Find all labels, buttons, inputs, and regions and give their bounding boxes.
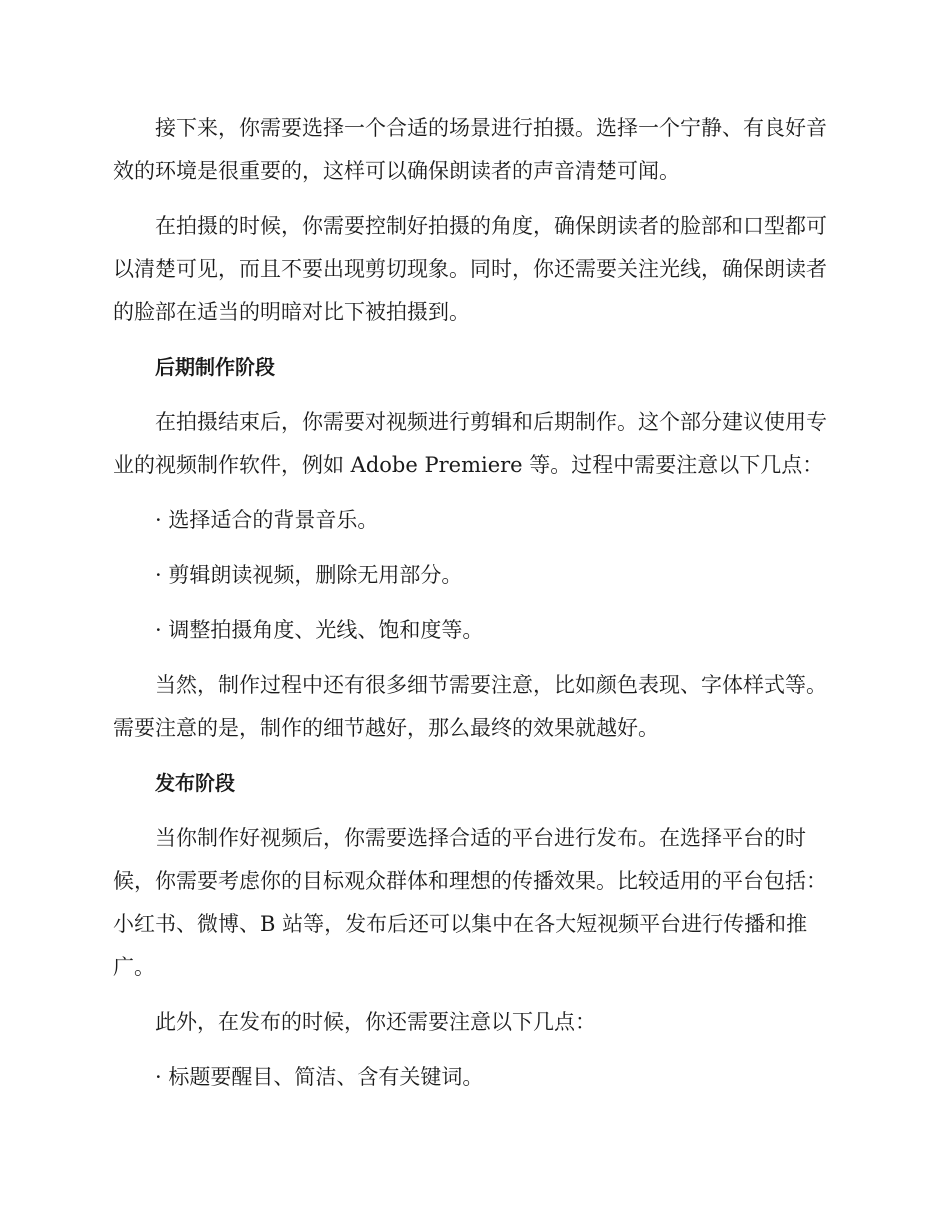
bullet-item-background-music: · 选择适合的背景音乐。 bbox=[155, 508, 379, 532]
bullet-item-adjust-settings: · 调整拍摄角度、光线、饱和度等。 bbox=[155, 618, 484, 642]
paragraph-post-production: 在拍摄结束后，你需要对视频进行剪辑和后期制作。这个部分建议使用专业的视频制作软件，例如 Adobe Premiere 等。过程中需要注意以下几点： bbox=[113, 410, 827, 477]
paragraph-publishing-platform: 当你制作好视频后，你需要选择合适的平台进行发布。在选择平台的时候，你需要考虑你的目标观众群体和理想的传播效果。比较适用的平台包括：小红书、微博、B 站等，发布后还可以集中在各大短视频平台进行传播和推广。 bbox=[113, 826, 827, 979]
document-body bbox=[113, 107, 833, 1111]
paragraph-shooting-angle: 在拍摄的时候，你需要控制好拍摄的角度，确保朗读者的脸部和口型都可以清楚可见，而且不要出现剪切现象。同时，你还需要关注光线，确保朗读者的脸部在适当的明暗对比下被拍摄到。 bbox=[113, 214, 827, 324]
section-heading-post-production: 后期制作阶段 bbox=[155, 355, 275, 379]
paragraph-publishing-notes: 此外，在发布的时候，你还需要注意以下几点： bbox=[155, 1010, 596, 1034]
section-heading-publishing: 发布阶段 bbox=[155, 771, 235, 795]
paragraph-scene-selection: 接下来，你需要选择一个合适的场景进行拍摄。选择一个宁静、有良好音效的环境是很重要的，这样可以确保朗读者的声音清楚可闻。 bbox=[113, 116, 827, 183]
bullet-item-edit-video: · 剪辑朗读视频，删除无用部分。 bbox=[155, 563, 463, 587]
paragraph-details: 当然，制作过程中还有很多细节需要注意，比如颜色表现、字体样式等。需要注意的是，制作的细节越好，那么最终的效果就越好。 bbox=[113, 673, 827, 740]
bullet-item-title-tips: · 标题要醒目、简洁、含有关键词。 bbox=[155, 1065, 484, 1089]
